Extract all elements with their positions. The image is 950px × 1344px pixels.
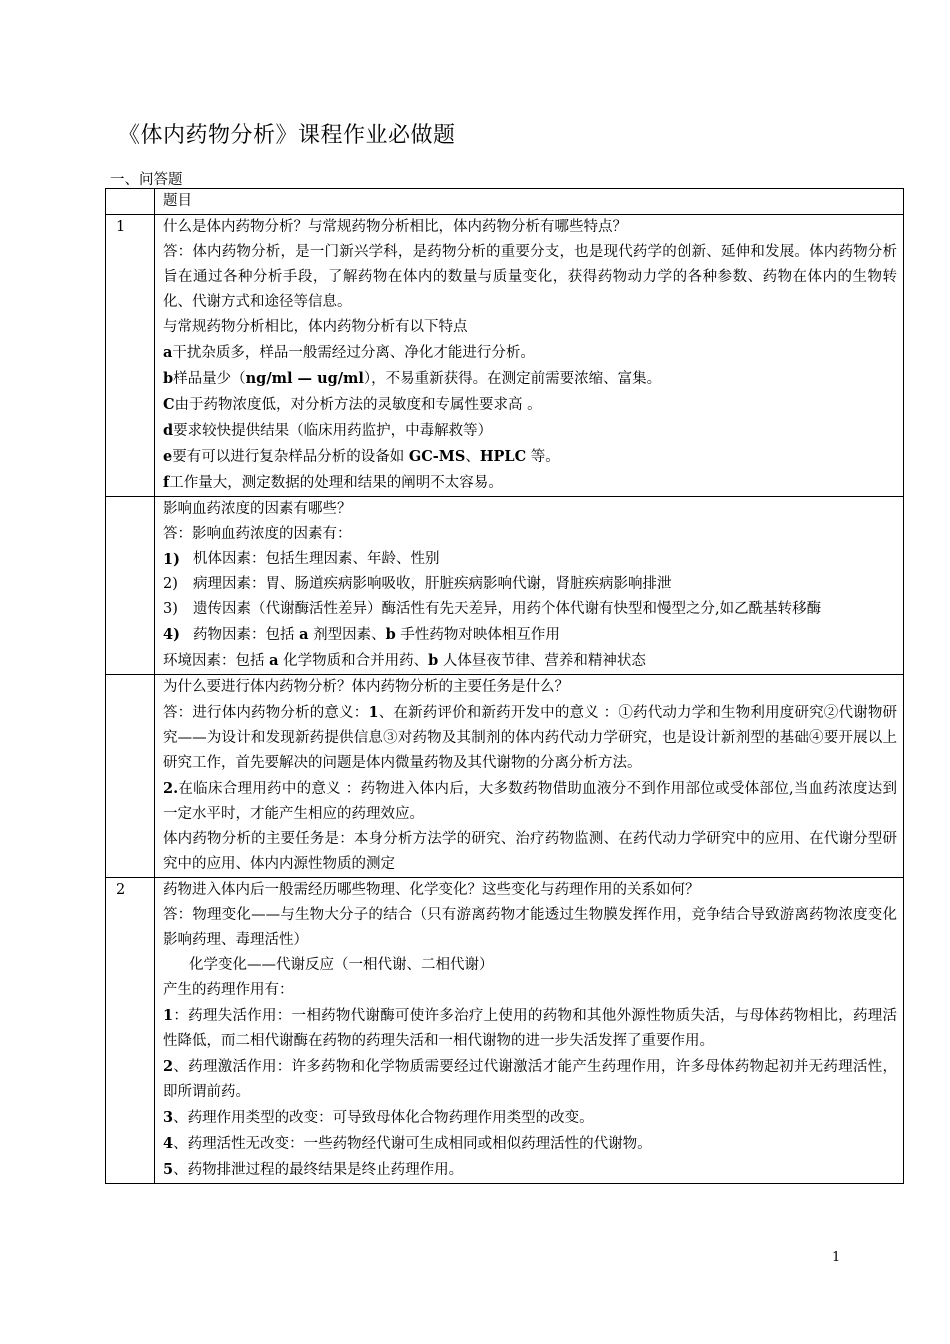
list-item: 5、药物排泄过程的最终结果是终止药理作用。 — [163, 1161, 464, 1178]
list-item: d要求较快提供结果（临床用药监护，中毒解救等） — [163, 422, 493, 439]
qa-table — [105, 188, 904, 1184]
question-number: 2 — [106, 878, 155, 1184]
list-item: 3、药理作用类型的改变：可导致母体化合物药理作用类型的改变。 — [163, 1109, 594, 1126]
list-item: 1：药理失活作用：一相药物代谢酶可使许多治疗上使用的药物和其他外源性物质失活，与母体药物相比，药理活性降低，而二相代谢酶在药物的药理失活和一相代谢物的进一步失活发挥了重要作用。 — [163, 1007, 897, 1049]
answer-paragraph: 体内药物分析的主要任务是：本身分析方法学的研究、治疗药物监测、在药代动力学研究中的应用、在代谢分型研究中的应用、体内内源性物质的测定 — [163, 831, 897, 872]
list-item: 1) 机体因素：包括生理因素、年龄、性别 — [163, 551, 440, 568]
answer-intro: 答：影响血药浓度的因素有： — [163, 526, 352, 542]
answer-intro: 产生的药理作用有： — [163, 982, 294, 998]
question-text: 什么是体内药物分析？与常规药物分析相比，体内药物分析有哪些特点？ — [163, 219, 627, 235]
header-question-cell: 题目 — [155, 189, 904, 215]
section-heading: 一、问答题 — [110, 172, 183, 188]
list-item: 2) 病理因素：胃、肠道疾病影响吸收，肝脏疾病影响代谢，肾脏疾病影响排泄 — [163, 576, 672, 592]
question-number — [106, 497, 155, 675]
question-text: 影响血药浓度的因素有哪些？ — [163, 501, 352, 517]
list-item: a干扰杂质多，样品一般需经过分离、净化才能进行分析。 — [163, 344, 535, 361]
question-number — [106, 675, 155, 878]
answer-paragraph: 答：进行体内药物分析的意义：1、在新药评价和新药开发中的意义 ：①药代动力学和生物利用度研究②代谢物研究——为设计和发现新药提供信息③对药物及其制剂的体内药代动力学研究，也是设计新剂型的基础④要开展以上研究工作，首先要解决的问题是体内微量药物及其代谢物的分离分析方法。 — [163, 704, 898, 771]
list-item: C由于药物浓度低，对分析方法的灵敏度和专属性要求高 。 — [163, 396, 542, 413]
list-item: f工作量大，测定数据的处理和结果的阐明不太容易。 — [163, 474, 503, 491]
answer-paragraph: 2.在临床合理用药中的意义 ：药物进入体内后，大多数药物借助血液分不到作用部位或受体部位,当血药浓度达到一定水平时，才能产生相应的药理效应。 — [163, 780, 897, 822]
question-text: 药物进入体内后一般需经历哪些物理、化学变化？这些变化与药理作用的关系如何？ — [163, 882, 700, 898]
answer-paragraph: 化学变化——代谢反应（一相代谢、二相代谢） — [189, 957, 494, 973]
table-row — [106, 878, 904, 1184]
list-item: 环境因素：包括 a 化学物质和合并用药、b 人体昼夜节律、营养和精神状态 — [163, 652, 646, 669]
question-cell — [155, 215, 904, 497]
list-item: e要有可以进行复杂样品分析的设备如 GC-MS、HPLC 等。 — [163, 448, 560, 465]
document-title: 《体内药物分析》课程作业必做题 — [118, 123, 456, 148]
list-item: 4) 药物因素：包括 a 剂型因素、b 手性药物对映体相互作用 — [163, 626, 560, 643]
table-header-row — [106, 189, 904, 215]
list-item: 2、药理激活作用：许多药物和化学物质需要经过代谢激活才能产生药理作用，许多母体药物起初并无药理活性，即所谓前药。 — [163, 1058, 897, 1100]
list-item: b样品量少（ng/ml — ug/ml），不易重新获得。在测定前需要浓缩、富集。 — [163, 370, 662, 387]
answer-intro: 与常规药物分析相比，体内药物分析有以下特点 — [163, 319, 468, 335]
list-item: 3) 遗传因素（代谢酶活性差异）酶活性有先天差异，用药个体代谢有快型和慢型之分,如乙酰基转移酶 — [163, 601, 822, 617]
question-cell — [155, 497, 904, 675]
page-number: 1 — [832, 1250, 841, 1265]
table-row — [106, 675, 904, 878]
table-row — [106, 215, 904, 497]
question-number: 1 — [106, 215, 155, 497]
answer-text: 答：体内药物分析，是一门新兴学科，是药物分析的重要分支，也是现代药学的创新、延伸和发展。体内药物分析旨在通过各种分析手段，了解药物在体内的数量与质量变化，获得药物动力学的各种参数、药物在体内的生物转化、代谢方式和途径等信息。 — [163, 244, 897, 310]
answer-paragraph: 答：物理变化——与生物大分子的结合（只有游离药物才能透过生物膜发挥作用，竞争结合导致游离药物浓度变化影响药理、毒理活性） — [163, 907, 897, 948]
header-number-cell — [106, 189, 155, 215]
question-cell — [155, 878, 904, 1184]
question-cell — [155, 675, 904, 878]
list-item: 4、药理活性无改变：一些药物经代谢可生成相同或相似药理活性的代谢物。 — [163, 1135, 652, 1152]
table-row — [106, 497, 904, 675]
question-text: 为什么要进行体内药物分析？体内药物分析的主要任务是什么？ — [163, 679, 569, 695]
